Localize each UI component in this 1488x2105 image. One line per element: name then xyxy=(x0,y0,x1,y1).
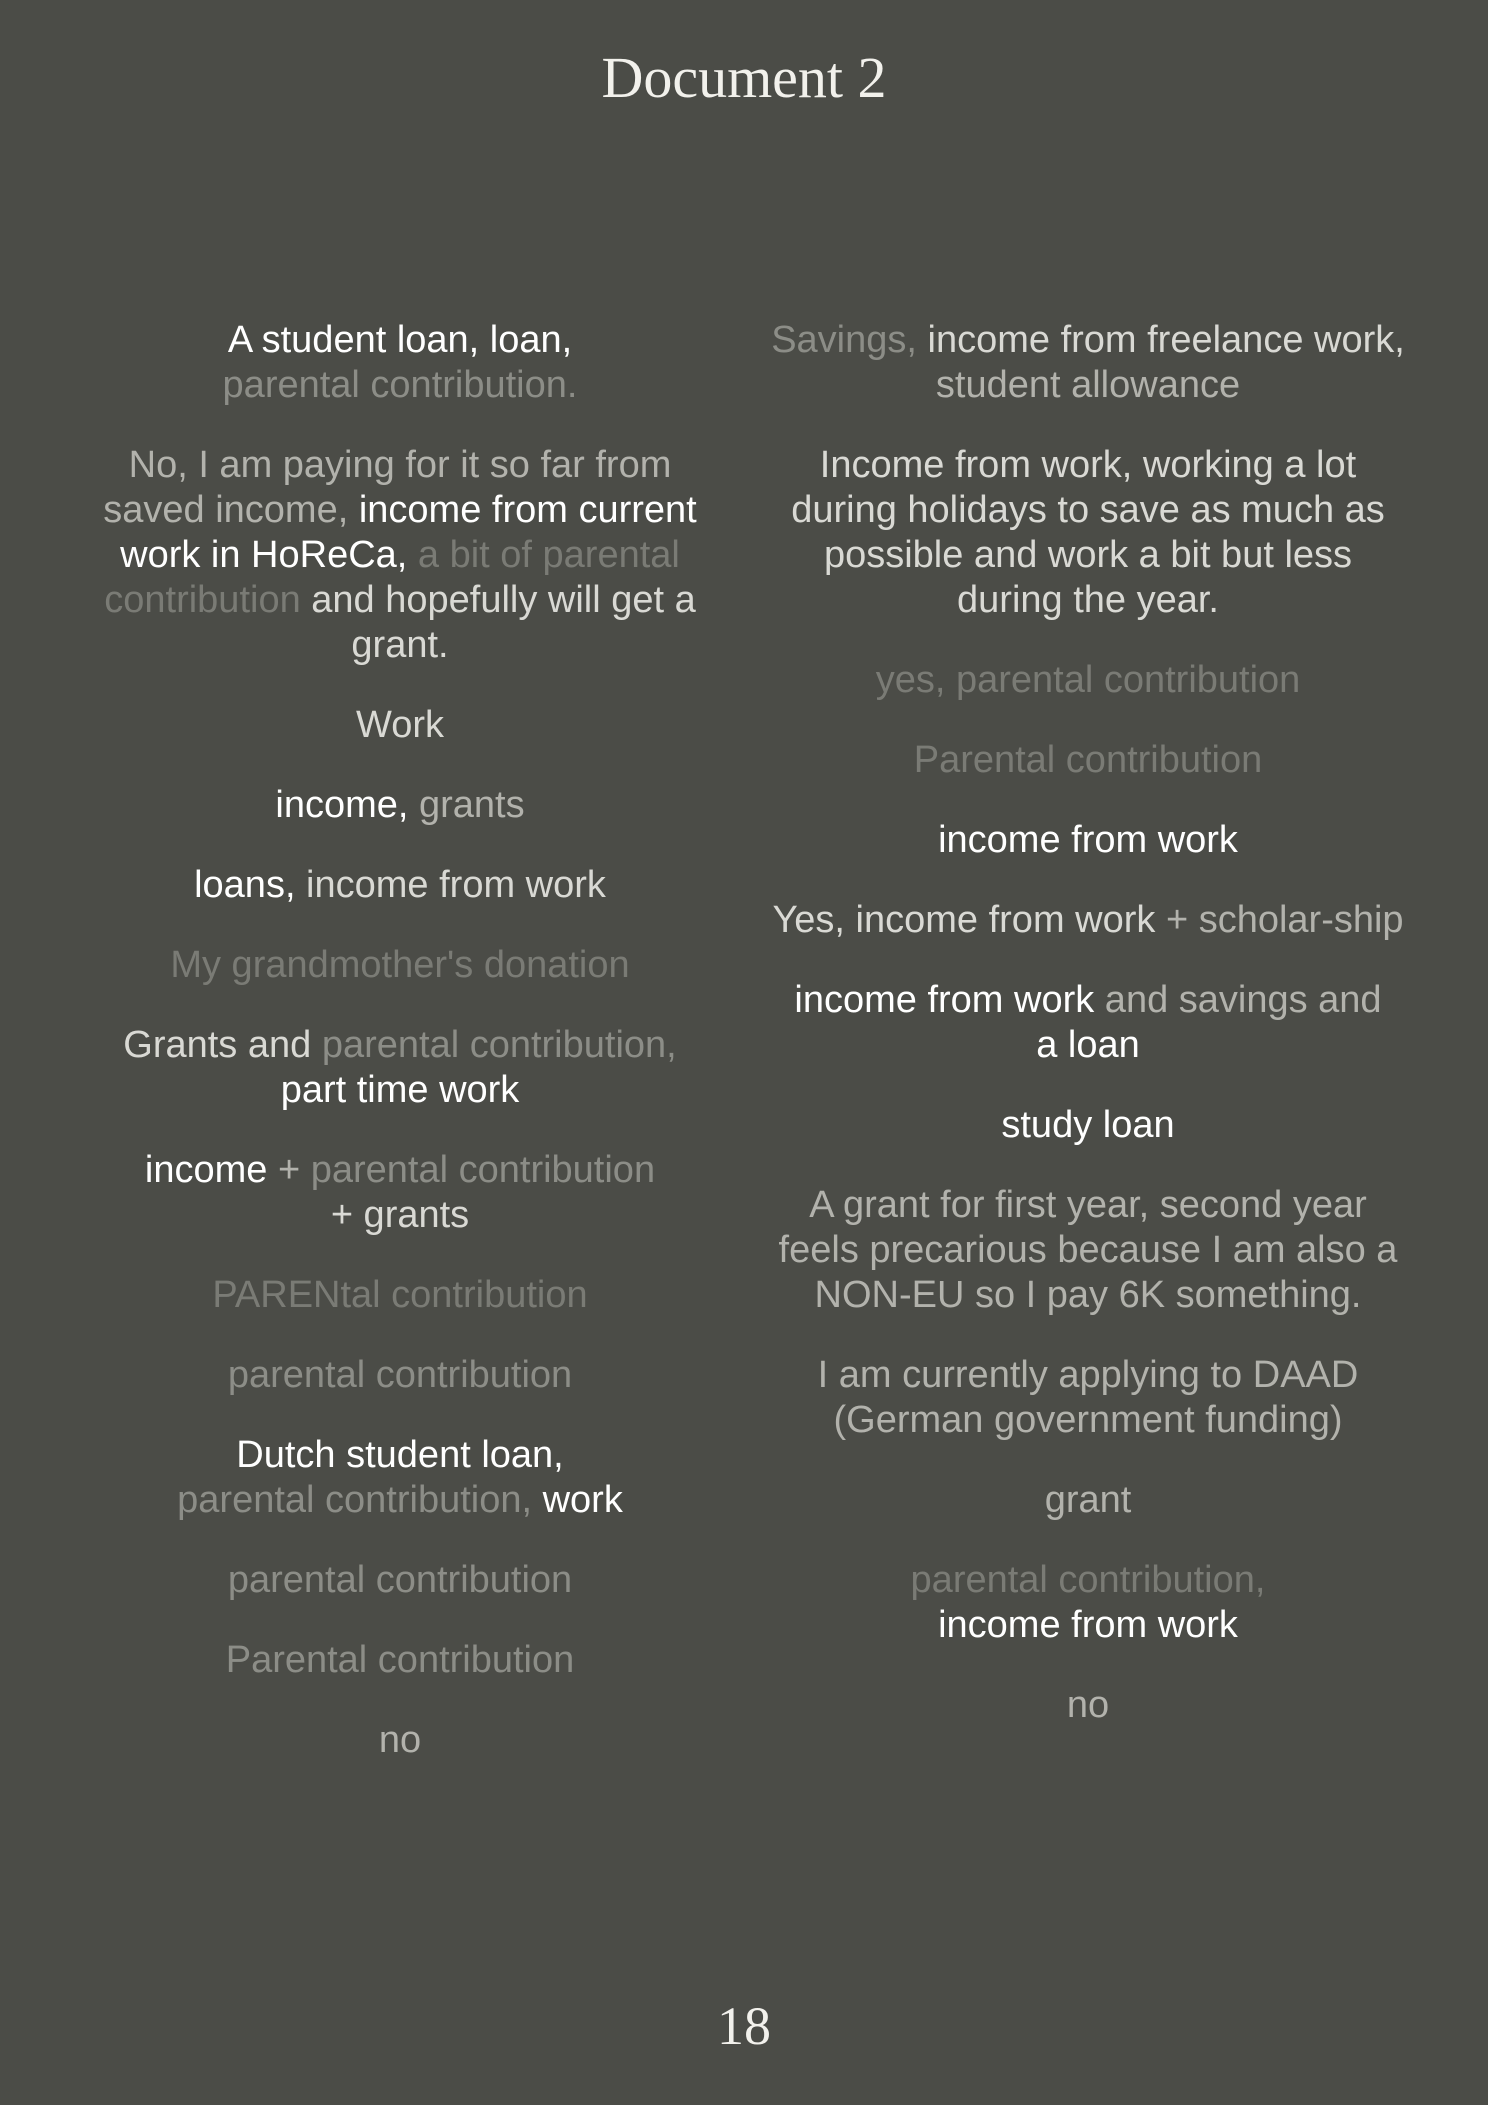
response-segment: + xyxy=(267,1149,311,1191)
left-column xyxy=(80,318,720,1798)
response-entry xyxy=(768,443,1408,623)
response-segment: Parental contribution xyxy=(913,739,1263,781)
response-segment: income, xyxy=(275,784,419,826)
response-entry xyxy=(80,1433,720,1523)
response-entry xyxy=(80,1148,720,1238)
response-segment: student allowance xyxy=(935,364,1241,406)
response-segment: I am currently applying to DAAD (German government funding) xyxy=(817,1354,1359,1441)
response-segment: No, I am paying for it so far from saved income, xyxy=(103,444,672,531)
response-entry xyxy=(80,1638,720,1683)
response-segment: income from work xyxy=(938,819,1238,861)
response-segment: loans, xyxy=(194,864,296,906)
response-entry xyxy=(80,1353,720,1398)
response-segment: parental contribution, xyxy=(910,1559,1266,1601)
response-segment: income from work xyxy=(794,979,1095,1021)
response-segment: income from current work in HoReCa, xyxy=(120,489,697,576)
response-segment: Savings, xyxy=(771,319,917,361)
response-segment: income from work xyxy=(938,1604,1238,1646)
response-segment: yes, parental contribution xyxy=(875,659,1301,701)
response-entry xyxy=(768,1683,1408,1728)
response-entry xyxy=(768,658,1408,703)
response-segment: a bit of parental contribution xyxy=(104,534,680,621)
right-column xyxy=(768,318,1408,1763)
response-segment: A grant for first year, second year feels precarious because I am also a NON-EU so I pay 6K something. xyxy=(778,1184,1398,1316)
response-entry xyxy=(80,783,720,828)
response-segment: parental contribution. xyxy=(222,364,578,406)
response-entry xyxy=(768,978,1408,1068)
response-segment: Parental contribution xyxy=(225,1639,575,1681)
response-segment: Income from work, working a lot during holidays to save as much as possible and work a bit but less during the year. xyxy=(791,444,1385,621)
response-segment: grant xyxy=(1044,1479,1132,1521)
response-entry xyxy=(80,943,720,988)
response-segment: and hopefully will get a grant. xyxy=(311,579,696,666)
response-segment: + grants xyxy=(330,1194,470,1236)
response-entry xyxy=(80,443,720,668)
response-entry xyxy=(768,1558,1408,1648)
response-entry xyxy=(80,318,720,408)
response-entry xyxy=(80,703,720,748)
page-number: 18 xyxy=(717,1996,771,2056)
response-entry xyxy=(768,738,1408,783)
response-segment: work xyxy=(532,1479,623,1521)
response-segment: income xyxy=(144,1149,268,1191)
response-segment: A student loan, loan, xyxy=(227,319,573,361)
response-entry xyxy=(768,898,1408,943)
response-segment: Work xyxy=(356,704,444,746)
response-entry xyxy=(80,1558,720,1603)
response-segment: income from work xyxy=(295,864,606,906)
response-segment: parental contribution xyxy=(227,1559,573,1601)
response-entry xyxy=(80,1273,720,1318)
response-entry xyxy=(768,1353,1408,1443)
response-segment: no xyxy=(1066,1684,1110,1726)
response-segment: part time work xyxy=(280,1069,520,1111)
response-entry xyxy=(768,818,1408,863)
response-segment: study loan xyxy=(1001,1104,1175,1146)
response-segment: grants xyxy=(419,784,525,826)
response-entry xyxy=(80,1718,720,1763)
response-segment: PARENtal contribution xyxy=(212,1274,588,1316)
response-entry xyxy=(80,1023,720,1113)
response-segment: parental contribution xyxy=(310,1149,656,1191)
response-segment: Grants and xyxy=(123,1024,312,1066)
response-segment: and savings and xyxy=(1094,979,1382,1021)
response-entry xyxy=(768,1478,1408,1523)
page-title: Document 2 xyxy=(601,45,887,110)
response-entry xyxy=(768,318,1408,408)
response-segment: parental contribution xyxy=(227,1354,573,1396)
response-entry xyxy=(768,1103,1408,1148)
response-segment: My grandmother's donation xyxy=(170,944,630,986)
response-entry xyxy=(768,1183,1408,1318)
response-entry xyxy=(80,863,720,908)
response-segment: no xyxy=(378,1719,422,1761)
response-segment: parental contribution, xyxy=(311,1024,677,1066)
response-segment: income from freelance work, xyxy=(916,319,1405,361)
response-segment: + scholar-ship xyxy=(1155,899,1404,941)
response-segment: Dutch student loan, xyxy=(236,1434,564,1476)
response-segment: Yes, income from work xyxy=(772,899,1156,941)
response-segment: parental contribution, xyxy=(177,1479,533,1521)
response-segment: a loan xyxy=(1036,1024,1140,1066)
